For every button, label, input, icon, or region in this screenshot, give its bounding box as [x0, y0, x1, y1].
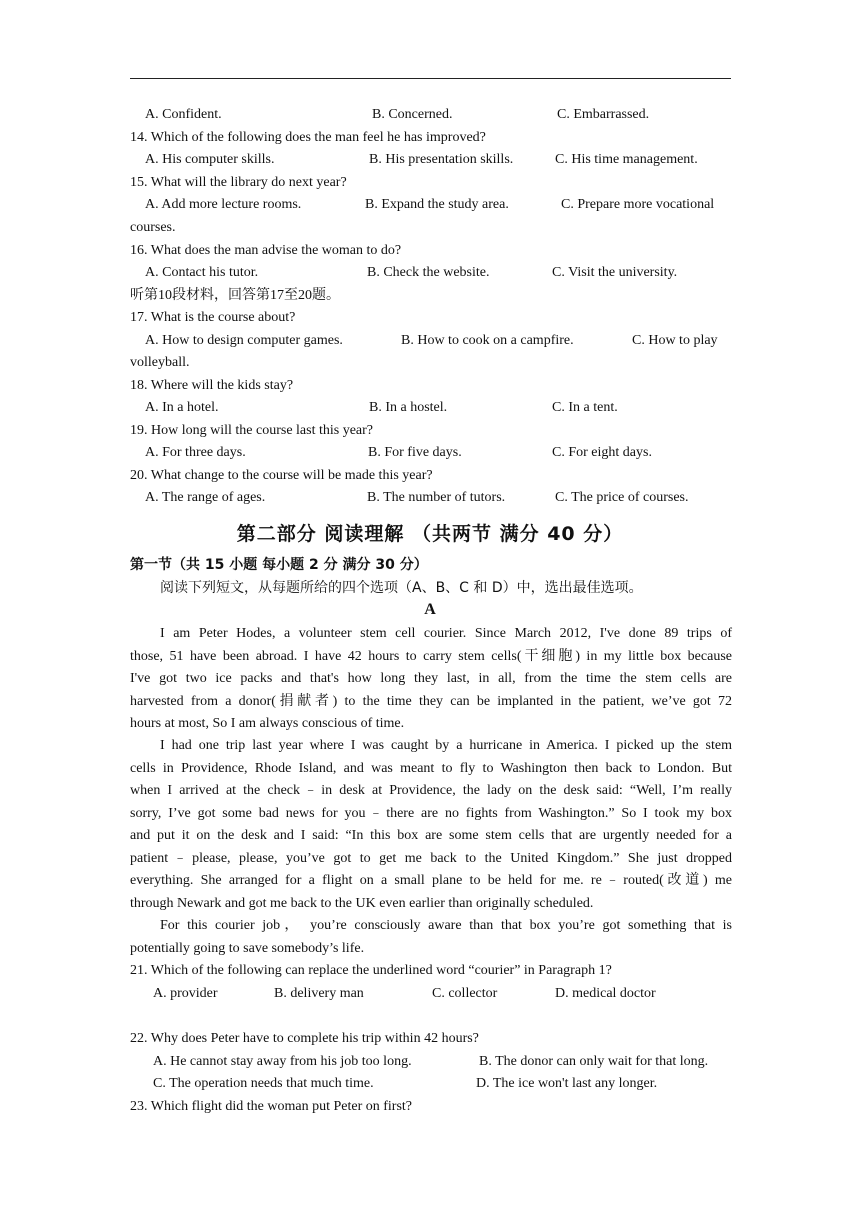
option-b: B. How to cook on a campfire. [401, 333, 574, 348]
option-a: A. For three days. [145, 445, 246, 460]
paragraph3-line: For this courier job， you’re consciously aware than that box you’re got something that is [160, 918, 732, 933]
option-c: C. Visit the university. [552, 265, 678, 280]
option-b: B. His presentation skills. [369, 152, 514, 167]
paragraph1-line: harvested from a donor(捐献者) to the time they can be implanted in the patient, we’ve got 72 [130, 693, 732, 709]
part2-title: 第二部分 阅读理解 （共两节 满分 40 分） [236, 523, 624, 545]
option-a: A. He cannot stay away from his job too long. [153, 1054, 412, 1069]
paragraph2-line: sorry, I’ve got some bad news for you﹣there are no fights from Washington.” So I took my box [130, 805, 732, 821]
option-b: B. Concerned. [372, 107, 453, 122]
question-text: 16. What does the man advise the woman to do? [130, 243, 402, 258]
paragraph2-line: cells in Providence, Rhode Island, and was meant to fly to Washington then back to London. But [130, 760, 732, 776]
option-c: C. The price of courses. [555, 490, 689, 505]
paragraph1-line: those, 51 have been abroad. I have 42 hours to carry stem cells(干细胞) in my little box because [130, 648, 732, 664]
question-text: 21. Which of the following can replace the underlined word “courier” in Paragraph 1? [130, 963, 612, 978]
paragraph1-line: hours at most, So I am always conscious of time. [130, 716, 405, 731]
option-c: C. Prepare more vocational [561, 197, 715, 212]
option-a: A. The range of ages. [145, 490, 266, 505]
option-a: A. Contact his tutor. [145, 265, 259, 280]
option-d: D. medical doctor [555, 986, 656, 1001]
section1-instruction: 阅读下列短文，从每题所给的四个选项（A、B、C 和 D）中，选出最佳选项。 [160, 580, 643, 596]
paragraph1-line: I've got two ice packs and that's how long they last, in all, from the time the stem cells are [130, 671, 732, 686]
paragraph2-line: through Newark and got me back to the UK even earlier than originally scheduled. [130, 895, 594, 911]
paragraph2-line: everything. She arranged for a flight on a small plane to be held for me. re﹣routed(改道) me [130, 873, 732, 888]
option-a: A. How to design computer games. [145, 333, 343, 348]
option-b: B. The donor can only wait for that long. [479, 1054, 709, 1069]
option-a: C. The operation needs that much time. [153, 1076, 374, 1091]
paragraph3-line: potentially going to save somebody’s life. [130, 940, 365, 956]
question-text: 18. Where will the kids stay? [130, 378, 294, 393]
header-rule [130, 78, 731, 79]
question-text: 20. What change to the course will be made this year? [130, 468, 433, 483]
option-a: A. In a hotel. [145, 400, 219, 415]
section1-heading: 第一节（共 15 小题 每小题 2 分 满分 30 分） [130, 557, 428, 573]
option-c: C. For eight days. [552, 445, 652, 460]
option-wrap: courses. [130, 220, 176, 235]
option-c: C. collector [432, 986, 498, 1001]
question-text: 14. Which of the following does the man feel he has improved? [130, 130, 486, 145]
option-c: C. His time management. [555, 152, 698, 167]
paragraph2-line: and put it on the desk and I said: “In this box are some stem cells that are urgently needed for a [130, 828, 732, 843]
paragraph2-line: I had one trip last year where I was caught by a hurricane in America. I picked up the stem [160, 738, 732, 753]
paragraph2-line: patient﹣please, please, you’ve got to get me back to the United Kingdom.” She just dropped [130, 850, 732, 866]
option-b: B. The number of tutors. [367, 490, 506, 505]
paragraph2-line: when I arrived at the check﹣in desk at Providence, the lady on the desk said: “Well, I’m really [130, 783, 732, 798]
option-a: A. Add more lecture rooms. [145, 197, 302, 212]
question-text: 23. Which flight did the woman put Peter on first? [130, 1099, 413, 1114]
question-text: 22. Why does Peter have to complete his trip within 42 hours? [130, 1031, 479, 1046]
option-b: B. For five days. [368, 445, 462, 460]
option-b: B. In a hostel. [369, 400, 448, 415]
passage-label: A [424, 601, 436, 618]
option-wrap: volleyball. [130, 355, 190, 370]
question-text: 15. What will the library do next year? [130, 175, 347, 190]
paragraph1-line: I am Peter Hodes, a volunteer stem cell courier. Since March 2012, I've done 89 trips of [160, 626, 732, 641]
question-text: 19. How long will the course last this year? [130, 423, 374, 438]
option-a: A. His computer skills. [145, 152, 275, 167]
option-a: A. Confident. [145, 107, 222, 122]
option-c: C. How to play [632, 333, 718, 348]
question-text: 听第10段材料，回答第17至20题。 [130, 288, 340, 303]
option-b: B. Check the website. [367, 265, 490, 280]
option-c: C. In a tent. [552, 400, 618, 415]
option-b: B. delivery man [274, 986, 364, 1001]
option-c: C. Embarrassed. [557, 107, 650, 122]
option-a: A. provider [153, 986, 218, 1001]
option-b: B. Expand the study area. [365, 197, 509, 212]
question-text: 17. What is the course about? [130, 310, 296, 325]
option-b: D. The ice won't last any longer. [476, 1076, 658, 1091]
